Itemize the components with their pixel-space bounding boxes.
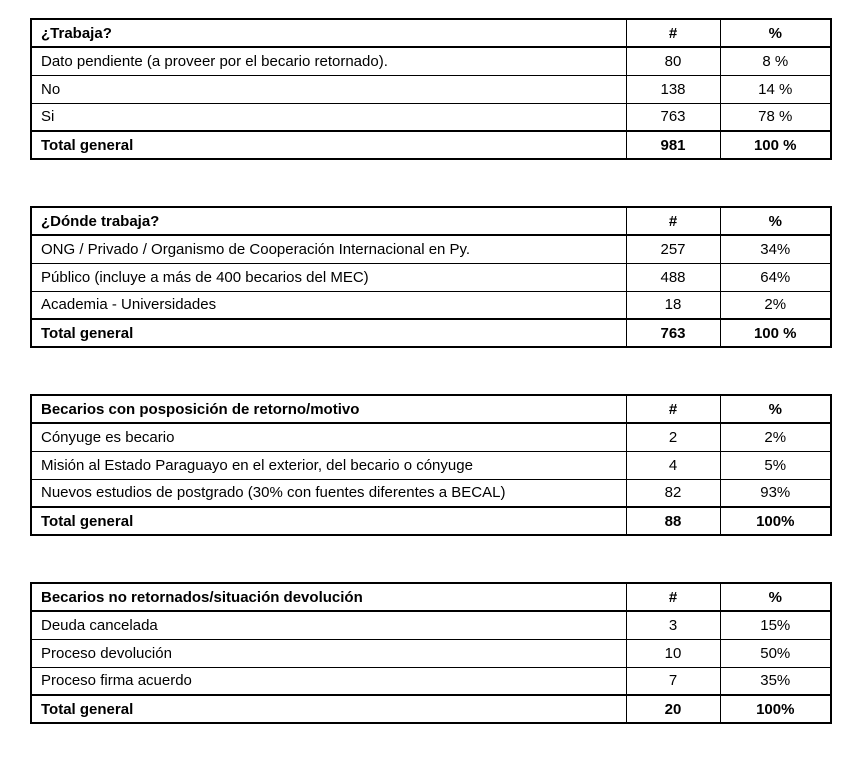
row-label: Proceso devolución [31,639,626,667]
column-header-count: # [626,583,720,611]
table-title: Becarios con posposición de retorno/motivo [31,395,626,423]
row-label: Si [31,103,626,131]
row-count: 7 [626,667,720,695]
row-count: 3 [626,611,720,639]
table-header-row [31,583,831,611]
column-header-count: # [626,207,720,235]
row-label: Cónyuge es becario [31,423,626,451]
row-percent: 2% [720,423,831,451]
row-percent: 5% [720,451,831,479]
table-row [31,47,831,75]
table-title: ¿Trabaja? [31,19,626,47]
row-count: 4 [626,451,720,479]
row-count: 80 [626,47,720,75]
total-row [31,695,831,723]
row-count: 2 [626,423,720,451]
row-percent: 14 % [720,75,831,103]
row-count: 257 [626,235,720,263]
row-count: 138 [626,75,720,103]
total-count: 20 [626,695,720,723]
table-header-row [31,207,831,235]
row-count: 18 [626,291,720,319]
row-count: 10 [626,639,720,667]
total-label: Total general [31,507,626,535]
total-label: Total general [31,319,626,347]
table-title: Becarios no retornados/situación devolución [31,583,626,611]
total-percent: 100% [720,695,831,723]
row-percent: 34% [720,235,831,263]
table-row [31,235,831,263]
table-header-row [31,19,831,47]
table-donde-trabaja [30,206,832,348]
row-label: Deuda cancelada [31,611,626,639]
row-percent: 2% [720,291,831,319]
table-row [31,451,831,479]
row-percent: 50% [720,639,831,667]
total-count: 981 [626,131,720,159]
column-header-percent: % [720,207,831,235]
row-percent: 64% [720,263,831,291]
row-percent: 8 % [720,47,831,75]
row-count: 82 [626,479,720,507]
table-row [31,611,831,639]
table-row [31,291,831,319]
column-header-percent: % [720,19,831,47]
table-row [31,75,831,103]
total-count: 763 [626,319,720,347]
table-title: ¿Dónde trabaja? [31,207,626,235]
row-label: Dato pendiente (a proveer por el becario retornado). [31,47,626,75]
row-count: 488 [626,263,720,291]
row-label: Misión al Estado Paraguayo en el exterior, del becario o cónyuge [31,451,626,479]
table-row [31,263,831,291]
row-label: ONG / Privado / Organismo de Cooperación Internacional en Py. [31,235,626,263]
table-trabaja [30,18,832,160]
row-percent: 35% [720,667,831,695]
column-header-count: # [626,395,720,423]
column-header-percent: % [720,395,831,423]
row-label: Academia - Universidades [31,291,626,319]
column-header-percent: % [720,583,831,611]
table-row [31,423,831,451]
table-header-row [31,395,831,423]
row-percent: 78 % [720,103,831,131]
row-percent: 15% [720,611,831,639]
column-header-count: # [626,19,720,47]
table-row [31,103,831,131]
table-row [31,667,831,695]
total-label: Total general [31,131,626,159]
row-label: Nuevos estudios de postgrado (30% con fuentes diferentes a BECAL) [31,479,626,507]
total-row [31,131,831,159]
total-percent: 100 % [720,131,831,159]
row-percent: 93% [720,479,831,507]
total-count: 88 [626,507,720,535]
total-row [31,319,831,347]
total-row [31,507,831,535]
row-label: Proceso firma acuerdo [31,667,626,695]
row-count: 763 [626,103,720,131]
table-posposicion-retorno [30,394,832,536]
row-label: No [31,75,626,103]
total-label: Total general [31,695,626,723]
table-row [31,479,831,507]
total-percent: 100 % [720,319,831,347]
table-row [31,639,831,667]
row-label: Público (incluye a más de 400 becarios del MEC) [31,263,626,291]
total-percent: 100% [720,507,831,535]
table-no-retornados [30,582,832,724]
